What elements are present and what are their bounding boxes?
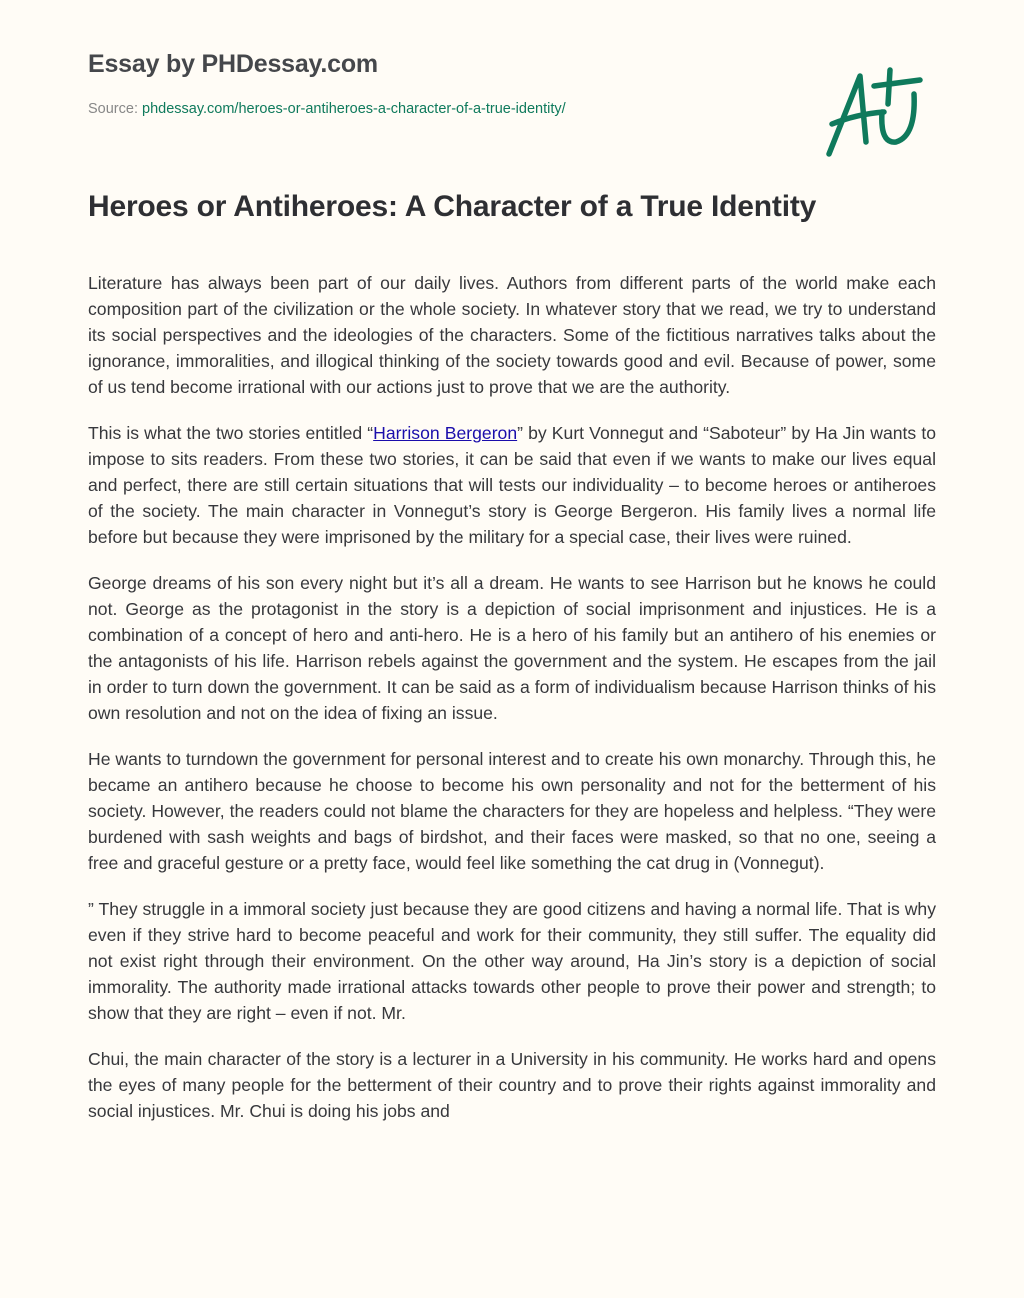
paragraph: He wants to turndown the government for personal interest and to create his own monarchy. Through this, he became an antihero because he choose to become his own personality and not for the betterment of his society. However, the readers could not blame the characters for they are hopeless and helpless. “They were burdened with sash weights and bags of birdshot, and their faces were masked, so that no one, seeing a free and graceful gesture or a pretty face, would feel like something the cat drug in (Vonnegut). bbox=[88, 749, 936, 873]
site-brand: Essay by PHDessay.com bbox=[88, 50, 378, 78]
paragraph-text: This is what the two stories entitled “ bbox=[88, 423, 374, 443]
paragraph: ” They struggle in a immoral society just because they are good citizens and having a normal life. That is why even if they strive hard to become peaceful and work for their community, they still suffer. The equality did not exist right through their environment. On the other way around, Ha Jin’s story is a depiction of social immorality. The authority made irrational attacks towards other people to prove their power and strength; to show that they are right – even if not. Mr. bbox=[88, 899, 936, 1023]
source-line bbox=[88, 101, 566, 117]
paragraph: George dreams of his son every night but it’s all a dream. He wants to see Harrison but he knows he could not. George as the protagonist in the story is a depiction of social imprisonment and injustices. He is a combination of a concept of hero and anti-hero. He is a hero of his family but an antihero of his enemies or the antagonists of his life. Harrison rebels against the government and the system. He escapes from the jail in order to turn down the government. It can be said as a form of individualism because Harrison thinks of his own resolution and not on the idea of fixing an issue. bbox=[88, 573, 936, 723]
paragraph bbox=[88, 420, 936, 550]
paragraph: Literature has always been part of our daily lives. Authors from different parts of the world make each composition part of the civilization or the whole society. In whatever story that we read, we try to understand its social perspectives and the ideologies of the characters. Some of the fictitious narratives talks about the ignorance, immoralities, and illogical thinking of the society towards good and evil. Because of power, some of us tend become irrational with our actions just to prove that we are the authority. bbox=[88, 273, 936, 397]
paragraph-text: ” by Kurt Vonnegut and “Saboteur” by Ha Jin wants to impose to sits readers. From these two stories, it can be said that even if we wants to make our lives equal and perfect, there are still certain situations that will tests our individuality – to become heroes or antiheroes of the society. The main character in Vonnegut’s story is George Bergeron. His family lives a normal life before but because they were imprisoned by the military for a special case, their lives were ruined. bbox=[88, 423, 937, 547]
essay-body bbox=[88, 270, 936, 1144]
harrison-bergeron-link[interactable]: Harrison Bergeron bbox=[373, 423, 518, 443]
a-plus-logo-icon bbox=[822, 64, 928, 160]
source-label: Source: bbox=[88, 101, 138, 117]
source-link[interactable]: phdessay.com/heroes-or-antiheroes-a-character-of-a-true-identity/ bbox=[142, 101, 566, 117]
paragraph: Chui, the main character of the story is a lecturer in a University in his community. He works hard and opens the eyes of many people for the betterment of their country and to prove their rights against immorality and social injustices. Mr. Chui is doing his jobs and bbox=[88, 1049, 936, 1121]
page-title: Heroes or Antiheroes: A Character of a True Identity bbox=[88, 190, 817, 223]
